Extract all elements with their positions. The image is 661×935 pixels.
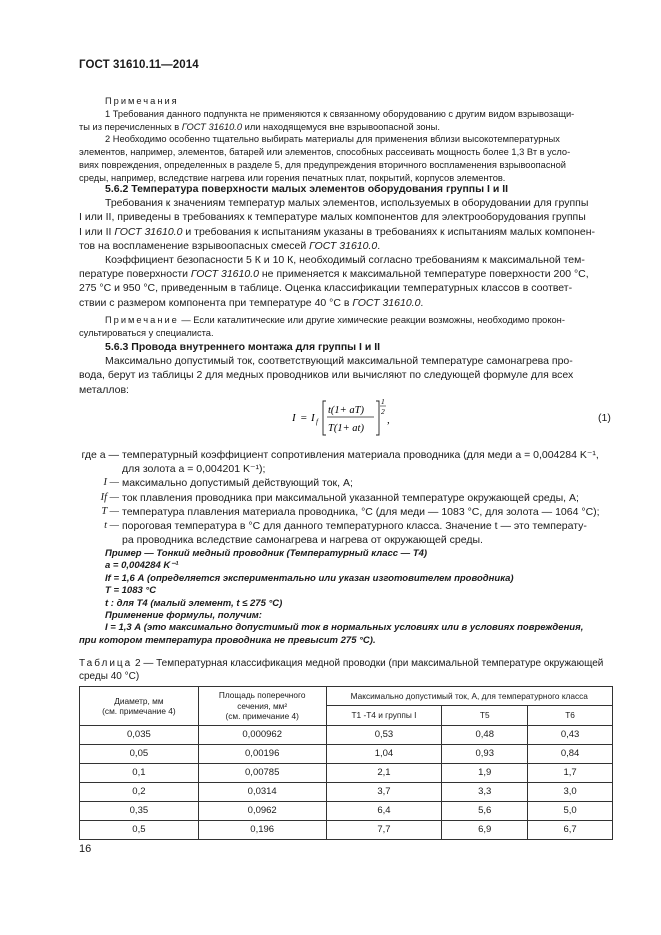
table-body (80, 726, 613, 840)
example-line: при котором температура проводника не превысит 275 °С). (79, 634, 376, 646)
definition-symbol: t — (104, 520, 119, 532)
table-cell: 0,05 (80, 745, 199, 764)
text: и требования к испытаниям указаны в требованиях к испытаниям малых компонен- (182, 225, 596, 238)
table-row (80, 726, 613, 745)
formula-right-bracket (376, 401, 379, 435)
paragraph-line: металлов: (79, 383, 129, 396)
table-caption-label: Таблица (79, 658, 133, 669)
header-area (198, 687, 326, 726)
table-row (80, 821, 613, 840)
standard-reference: ГОСТ 31610.0 (181, 121, 243, 132)
table-cell: 0,035 (80, 726, 199, 745)
standard-reference: ГОСТ 31610.0 (190, 268, 259, 281)
table-cell: 6,7 (528, 821, 613, 840)
formula-denominator: T(1+ at) (328, 423, 364, 434)
table-cell: 0,93 (442, 745, 528, 764)
formula-subscript-f: f (316, 418, 318, 426)
header-text: Площадь поперечного (218, 690, 306, 701)
paragraph-line (79, 225, 614, 239)
table-caption-text-cont: среды 40 °С) (79, 671, 140, 682)
paragraph-line: Максимально допустимый ток, соответствующий максимальной температуре самонагрева про- (105, 355, 573, 368)
text: пературе поверхности (79, 268, 191, 281)
exponent-numerator: 1 (381, 397, 385, 406)
table-cell: 7,7 (326, 821, 442, 840)
paragraph-line: I или II, приведены в требованиях к температуре малых компонентов для электрооборудования группы (79, 211, 586, 224)
formula-number: (1) (598, 412, 611, 424)
note-text: — Если каталитические или другие химические реакции возможны, необходимо прокон- (178, 314, 565, 325)
example-line: a = 0,004284 K⁻¹ (105, 560, 179, 572)
table-row (80, 764, 613, 783)
table-cell: 1,04 (326, 745, 442, 764)
example-block (79, 548, 615, 647)
formula-numerator: t(1+ aT) (328, 405, 364, 416)
note-2-line-2: элементов, например, элементов, батарей или элементов, способных рассеивать мощность более 1,3 Вт в усло- (79, 147, 571, 158)
section-note-line-1 (79, 314, 614, 327)
note-2-line-3: виях повреждения, определенных в разделе 5, для предупреждения вторичного воспламенения взрывоопасной (79, 159, 566, 170)
header-t1-t4: Т1 -Т4 и группы I (326, 706, 442, 726)
definition-a (79, 448, 614, 476)
definition-t-threshold (79, 519, 614, 547)
example-line: I = 1,3 А (это максимально допустимый ток в нормальных условиях или в условиях повреждения, (105, 622, 584, 634)
text: ствии с размером компонента при температуре 40 °С в (79, 296, 353, 309)
paragraph-line: Требования к значениям температур малых элементов, используемых в оборудовании для группы (105, 197, 589, 210)
header-text: (см. примечание 4) (102, 706, 176, 716)
text: . (377, 239, 381, 252)
table-caption-text: 2 — Температурная классификация медной проводки (при максимальной температуре окружающей (132, 658, 604, 669)
table-cell: 5,0 (528, 802, 613, 821)
formula-left-bracket (323, 401, 326, 435)
table-cell: 0,00785 (198, 764, 326, 783)
section-5-6-3 (79, 340, 614, 397)
table-cell: 0,35 (80, 802, 199, 821)
standard-reference: ГОСТ 31610.0 (309, 239, 378, 252)
section-5-6-3-heading: 5.6.3 Провода внутреннего монтажа для группы I и II (105, 341, 381, 353)
formula-comma: , (387, 414, 390, 426)
paragraph-line: 275 °С и 950 °С, приведенным в таблице. Оценка классификации температурных классов в соответ- (79, 282, 573, 295)
note-text: или находящемуся вне взрывоопасной зоны. (242, 121, 440, 132)
current-table (79, 686, 613, 840)
text: . (420, 296, 424, 309)
text: тов на воспламенение взрывоопасных смесей (79, 239, 310, 252)
definition-text: максимально допустимый действующий ток, А; (122, 477, 353, 490)
table-cell: 0,48 (442, 726, 528, 745)
example-line: t : для Т4 (малый элемент, t ≤ 275 °С) (105, 597, 283, 609)
formula-symbol-if: I (311, 412, 315, 424)
header-text: (см. примечание 4) (225, 711, 299, 722)
note-1-line-2 (79, 121, 614, 134)
table-cell: 1,9 (442, 764, 528, 783)
text: I или II (79, 225, 115, 238)
definition-text-cont: для золота a = 0,004201 K⁻¹); (122, 463, 266, 476)
note-2-line-1: 2 Необходимо особенно тщательно выбирать материалы для применения вблизи высокотемпературных (105, 134, 560, 145)
standard-reference: ГОСТ 31610.0 (114, 225, 183, 238)
paragraph-line (79, 296, 614, 310)
header-max-current: Максимально допустимый ток, А, для температурного класса (326, 687, 612, 706)
definition-symbol: I — (103, 477, 119, 489)
table-row (80, 745, 613, 764)
header-text: сечения, мм² (237, 700, 288, 711)
definitions-list (79, 448, 614, 547)
header-text: Диаметр, мм (114, 695, 164, 706)
paragraph-line: Коэффициент безопасности 5 К и 10 К, необходимый согласно требованиям к максимальной тем- (105, 254, 585, 267)
table-cell: 0,43 (528, 726, 613, 745)
table-caption (79, 657, 615, 683)
table-cell: 2,1 (326, 764, 442, 783)
table-cell: 0,00196 (198, 745, 326, 764)
note-text: ты из перечисленных в (79, 121, 182, 132)
definition-text: температура плавления материала проводника, °С (для меди — 1083 °С, для золота — 1064 °С); (122, 505, 600, 518)
example-line: Применение формулы, получим: (105, 610, 262, 622)
example-line: T = 1083 °С (105, 585, 157, 597)
example-line: If = 1,6 А (определяется экспериментально или указан изготовителем проводника) (105, 572, 514, 584)
table-cell: 1,7 (528, 764, 613, 783)
notes-title: Примечания (105, 96, 179, 106)
section-note-line-2: сультироваться у специалиста. (79, 327, 214, 338)
table-row (80, 783, 613, 802)
formula-equals: = (300, 412, 308, 424)
paragraph-line (79, 267, 614, 281)
paragraph-line (79, 239, 614, 253)
header-t6: Т6 (528, 706, 613, 726)
table-cell: 0,1 (80, 764, 199, 783)
definition-t-melt (79, 505, 614, 519)
table-cell: 0,84 (528, 745, 613, 764)
table-cell: 0,0314 (198, 783, 326, 802)
note-2-line-4: среды, например, вследствие нагрева или горения печатных плат, покрытий, корпусов элементов. (79, 172, 506, 183)
table-cell: 0,5 (80, 821, 199, 840)
table-row (80, 802, 613, 821)
example-line: Пример — Тонкий медный проводник (Температурный класс — Т4) (105, 548, 428, 559)
definition-symbol: If — (100, 491, 119, 503)
table-cell: 0,000962 (198, 726, 326, 745)
definition-if (79, 491, 614, 505)
document-header: ГОСТ 31610.11—2014 (79, 59, 199, 71)
definition-symbol: где a — (81, 449, 119, 461)
table-cell: 6,4 (326, 802, 442, 821)
definition-symbol: T — (101, 505, 119, 517)
section-5-6-2-heading: 5.6.2 Температура поверхности малых элементов оборудования группы I и II (105, 183, 509, 195)
table-cell: 3,3 (442, 783, 528, 802)
formula-symbol-i: I (292, 412, 296, 424)
notes-block (79, 95, 614, 185)
definition-text-cont: ра проводника вследствие самонагрева и нагрева от окружающей среды. (122, 534, 483, 547)
header-t5: Т5 (442, 706, 528, 726)
table-cell: 5,6 (442, 802, 528, 821)
table-cell: 3,0 (528, 783, 613, 802)
table-cell: 0,2 (80, 783, 199, 802)
current-formula (290, 395, 440, 441)
paragraph-line: вода, берут из таблицы 2 для медных проводников или вычисляют по следующей формуле для всех (79, 369, 574, 382)
table-cell: 0,196 (198, 821, 326, 840)
section-5-6-2 (79, 182, 614, 339)
text: не применяется к максимальной температуре поверхности 200 °С, (258, 268, 589, 281)
definition-i (79, 476, 614, 490)
definition-text: ток плавления проводника при максимальной указанной температуре окружающей среды, А; (122, 491, 579, 504)
table-cell: 0,53 (326, 726, 442, 745)
definition-text: пороговая температура в °С для данного температурного класса. Значение t — это температу- (122, 520, 587, 533)
table-cell: 6,9 (442, 821, 528, 840)
header-diameter (80, 687, 199, 726)
table-cell: 3,7 (326, 783, 442, 802)
table-cell: 0,0962 (198, 802, 326, 821)
note-label: Примечание (105, 314, 179, 325)
definition-text: температурный коэффициент сопротивления материала проводника (для меди a = 0,004284 K⁻¹, (122, 449, 599, 461)
standard-reference: ГОСТ 31610.0 (352, 296, 421, 309)
page-number: 16 (79, 843, 92, 855)
exponent-denominator: 2 (381, 407, 385, 416)
note-1-line-1: 1 Требования данного подпункта не применяются к связанному оборудованию с другим видом взрывозащи- (105, 108, 575, 119)
